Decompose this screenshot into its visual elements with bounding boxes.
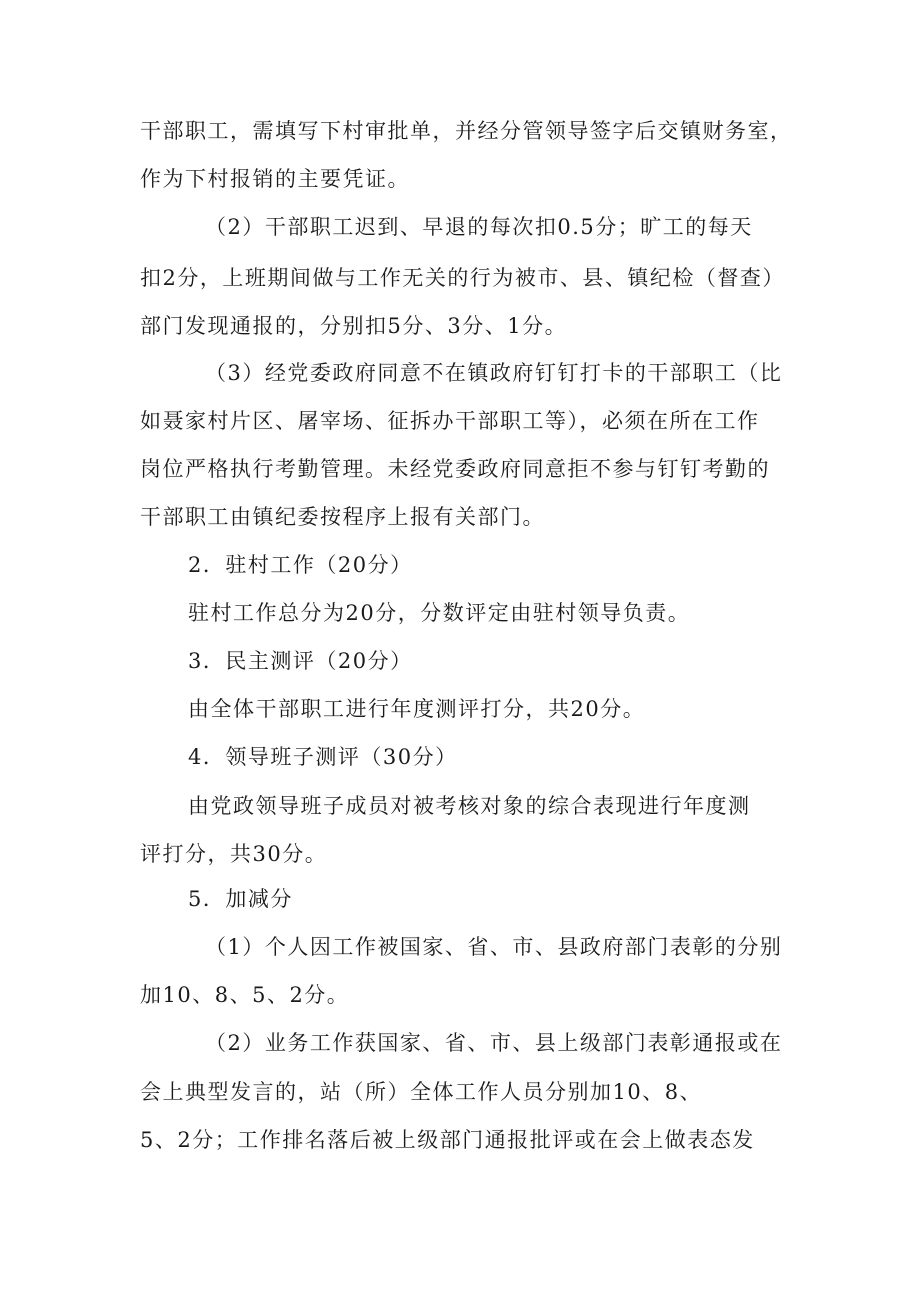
text-line: 扣2分，上班期间做与工作无关的行为被市、县、镇纪检（督查） (140, 266, 785, 290)
text-line: 干部职工由镇纪委按程序上报有关部门。 (140, 505, 545, 529)
text-line: 加10、8、5、2分。 (140, 983, 350, 1007)
text-line: 干部职工，需填写下村审批单，并经分管领导签字后交镇财务室， (140, 119, 793, 143)
text-line: （2）干部职工迟到、早退的每次扣0.5分；旷工的每天 (205, 215, 753, 239)
text-line: 会上典型发言的，站（所）全体工作人员分别加10、8、 (140, 1080, 703, 1104)
text-line: 评打分，共30分。 (140, 842, 328, 866)
text-line: 驻村工作总分为20分，分数评定由驻村领导负责。 (188, 601, 691, 625)
text-line: 由党政领导班子成员对被考核对象的综合表现进行年度测 (188, 794, 751, 818)
text-line: 如聂家村片区、屠宰场、征拆办干部职工等），必须在所在工作 (140, 409, 760, 433)
text-line: 部门发现通报的，分别扣5分、3分、1分。 (140, 314, 568, 338)
text-line: 岗位严格执行考勤管理。未经党委政府同意拒不参与钉钉考勤的 (140, 457, 770, 481)
text-line: （2）业务工作获国家、省、市、县上级部门表彰通报或在 (205, 1031, 783, 1055)
section-heading: 3．民主测评（20分） (188, 649, 413, 673)
text-line: 作为下村报销的主要凭证。 (140, 167, 410, 191)
section-heading: 2．驻村工作（20分） (188, 553, 413, 577)
text-line: 5、2分；工作排名落后被上级部门通报批评或在会上做表态发 (140, 1128, 755, 1152)
text-line: （3）经党委政府同意不在镇政府钉钉打卡的干部职工（比 (205, 361, 783, 385)
section-heading: 4．领导班子测评（30分） (188, 745, 458, 769)
section-heading: 5．加减分 (188, 887, 293, 911)
text-line: 由全体干部职工进行年度测评打分，共20分。 (188, 697, 646, 721)
text-line: （1）个人因工作被国家、省、市、县政府部门表彰的分别 (205, 935, 783, 959)
